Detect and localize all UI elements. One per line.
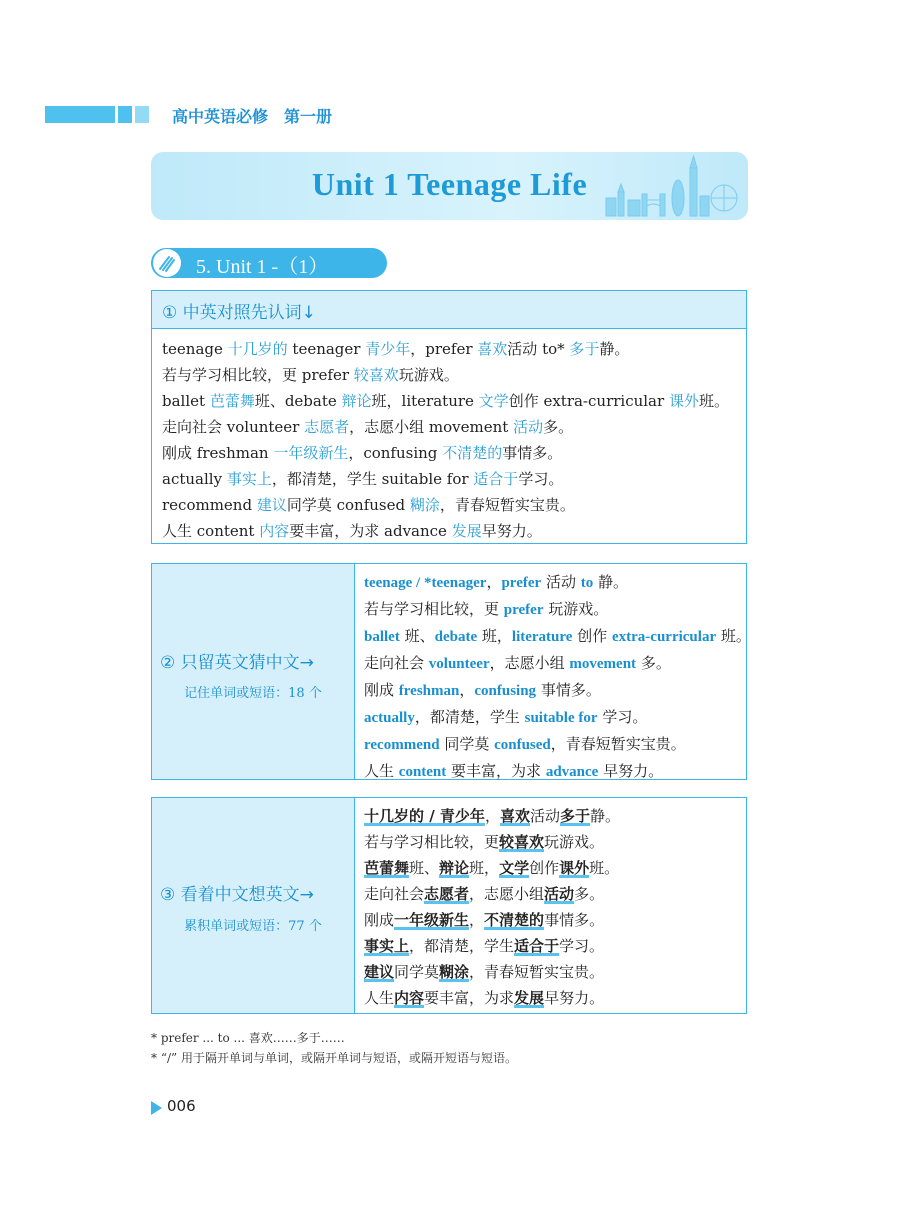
text-line <box>364 650 751 677</box>
vocab-term: 事实上 <box>226 470 272 488</box>
vocab-term: 发展 <box>451 522 482 540</box>
section-tag-label: 5. Unit 1 -（1） <box>196 256 329 278</box>
vocab-term: 活动 <box>544 885 575 903</box>
text-line <box>364 829 620 855</box>
line-text: 玩游戏。 <box>543 600 609 618</box>
line-text: 多。 <box>636 654 671 672</box>
vocab-term: content <box>398 764 447 780</box>
line-text: 创作 extra-curricular <box>508 392 669 410</box>
line-text: ，都清楚，学生 <box>414 708 525 726</box>
line-text: ，志愿小组 <box>489 654 570 672</box>
vocab-term: suitable for <box>524 710 598 726</box>
line-text: 要丰富，为求 advance <box>289 522 452 540</box>
line-text: 刚成 <box>364 681 399 699</box>
line-text: ，都清楚，学生 suitable for <box>271 470 474 488</box>
page-marker-icon <box>151 1101 162 1115</box>
line-text: 早努力。 <box>481 522 542 540</box>
page-number: 006 <box>167 1097 196 1115</box>
vocab-term: 文学 <box>478 392 509 410</box>
bilingual-vocab-box <box>151 290 747 544</box>
vocab-term: 不清楚的 <box>484 911 545 929</box>
vocab-term: 一年级新生 <box>273 444 349 462</box>
line-text: 多。 <box>543 418 574 436</box>
text-line <box>364 985 620 1011</box>
line-text: 玩游戏。 <box>544 833 605 851</box>
english-only-box <box>151 563 751 780</box>
text-line <box>162 440 729 466</box>
line-text: 同学莫 <box>439 735 495 753</box>
vocab-term: actually <box>364 710 415 726</box>
line-text: 静。 <box>593 573 628 591</box>
vocab-term: confusing <box>474 683 537 699</box>
vocab-term: 十几岁的 <box>227 340 288 358</box>
vocab-term: 课外 <box>559 859 590 877</box>
line-text: 学习。 <box>559 937 605 955</box>
line-text: ， <box>469 911 485 929</box>
line-text: ， <box>486 573 502 591</box>
text-line <box>364 907 620 933</box>
vocab-term: 适合于 <box>473 470 519 488</box>
vocab-term: teenage / *teenager <box>364 575 487 591</box>
line-text: recommend <box>162 496 257 514</box>
vocab-term: literature <box>511 629 573 645</box>
footnotes <box>151 1028 517 1068</box>
vocab-term: 喜欢 <box>499 807 530 825</box>
line-text: ，志愿小组 movement <box>349 418 514 436</box>
box1-header <box>152 291 746 329</box>
line-text: ，confusing <box>348 444 443 462</box>
box2-subheading: 记住单词或短语：18 个 <box>184 686 322 701</box>
box3-heading: ③ 看着中文想英文→ <box>160 885 314 905</box>
text-line <box>364 959 620 985</box>
line-text: 事情多。 <box>502 444 563 462</box>
unit-title: Unit 1 Teenage Life <box>311 166 588 202</box>
text-line <box>162 518 729 544</box>
vocab-term: 芭蕾舞 <box>364 859 410 877</box>
line-text: 活动 <box>529 807 560 825</box>
vocab-term: 内容 <box>394 989 425 1007</box>
text-line <box>162 492 729 518</box>
line-text: ballet <box>162 392 210 410</box>
text-line <box>364 803 620 829</box>
vocab-term: advance <box>545 764 599 780</box>
vocab-term: 活动 <box>513 418 544 436</box>
vocab-term: extra-curricular <box>611 629 717 645</box>
line-text: ，青春短暂实宝贵。 <box>469 963 605 981</box>
line-text: ，志愿小组 <box>469 885 545 903</box>
text-line <box>364 623 751 650</box>
vocab-term: 一年级新生 <box>394 911 470 929</box>
text-line <box>364 881 620 907</box>
chinese-only-box <box>151 797 747 1014</box>
line-text: 创作 <box>529 859 560 877</box>
line-text: 同学莫 confused <box>286 496 410 514</box>
box1-heading: ① 中英对照先认词↓ <box>162 303 316 323</box>
footnote: * prefer ... to ... 喜欢……多于…… <box>151 1031 345 1045</box>
line-text: 刚成 freshman <box>162 444 274 462</box>
line-text: 刚成 <box>364 911 395 929</box>
line-text: 早努力。 <box>544 989 605 1007</box>
line-text: 班。 <box>716 627 751 645</box>
vocab-term: recommend <box>364 737 440 753</box>
vocab-term: 发展 <box>514 989 545 1007</box>
vocab-term: 文学 <box>499 859 530 877</box>
vocab-term: 芭蕾舞 <box>209 392 255 410</box>
vocab-term: 志愿者 <box>424 885 470 903</box>
line-text: 班。 <box>589 859 620 877</box>
line-text: 班。 <box>698 392 729 410</box>
text-line <box>364 758 751 785</box>
vocab-term: movement <box>569 656 637 672</box>
line-text: 同学莫 <box>394 963 440 981</box>
line-text: ， <box>484 807 500 825</box>
line-text: 静。 <box>599 340 630 358</box>
line-text: ，青春短暂实宝贵。 <box>550 735 686 753</box>
vocab-term: 课外 <box>668 392 699 410</box>
header-bar-segment <box>118 106 132 123</box>
line-text: 走向社会 <box>364 654 429 672</box>
line-text: 要丰富，为求 <box>446 762 546 780</box>
box2-label-panel <box>152 564 355 779</box>
line-text: 事情多。 <box>544 911 605 929</box>
box2-lines <box>364 569 751 785</box>
vocab-term: debate <box>434 629 478 645</box>
text-line <box>364 704 751 731</box>
text-line <box>162 388 729 414</box>
vocab-term: 辩论 <box>341 392 372 410</box>
line-text: 早努力。 <box>598 762 664 780</box>
line-text: 活动 to* <box>507 340 570 358</box>
line-text: 创作 <box>572 627 612 645</box>
line-text: 若与学习相比较，更 <box>364 833 500 851</box>
text-line <box>364 855 620 881</box>
section-tag <box>151 248 387 278</box>
line-text: 班，literature <box>371 392 479 410</box>
vocab-term: 建议 <box>364 963 395 981</box>
vocab-term: 适合于 <box>514 937 560 955</box>
vocab-term: prefer <box>501 575 542 591</box>
box3-label-panel <box>152 798 355 1013</box>
text-line <box>162 336 729 362</box>
vocab-term: prefer <box>503 602 544 618</box>
line-text: 班、debate <box>254 392 342 410</box>
vocab-term: 事实上 <box>364 937 410 955</box>
box1-lines <box>162 336 729 544</box>
vocab-term: volunteer <box>428 656 490 672</box>
vocab-term: 糊涂 <box>439 963 470 981</box>
vocab-term: 较喜欢 <box>499 833 545 851</box>
line-text: 多。 <box>574 885 605 903</box>
line-text: 人生 content <box>162 522 260 540</box>
line-text: 若与学习相比较，更 prefer <box>162 366 354 384</box>
vocab-term: 多于 <box>559 807 590 825</box>
line-text: 走向社会 <box>364 885 425 903</box>
line-text: 静。 <box>590 807 621 825</box>
text-line <box>364 677 751 704</box>
line-text: 玩游戏。 <box>398 366 459 384</box>
vocab-term: 糊涂 <box>409 496 440 514</box>
box3-subheading: 累积单词或短语：77 个 <box>184 919 322 934</box>
vocab-term: confused <box>494 737 551 753</box>
vocab-term: ballet <box>364 629 400 645</box>
line-text: 学习。 <box>597 708 648 726</box>
unit-banner <box>151 152 748 220</box>
pen-icon <box>153 249 181 277</box>
book-title: 高中英语必修 第一册 <box>172 107 333 126</box>
header-bar-segment <box>135 106 149 123</box>
text-line <box>364 933 620 959</box>
footnote: * “/” 用于隔开单词与单词，或隔开单词与短语，或隔开短语与短语。 <box>151 1051 517 1065</box>
line-text: 事情多。 <box>536 681 601 699</box>
line-text: 走向社会 volunteer <box>162 418 305 436</box>
line-text: 班、 <box>399 627 435 645</box>
text-line <box>364 569 751 596</box>
text-line <box>364 731 751 758</box>
box2-heading: ② 只留英文猜中文→ <box>160 653 314 673</box>
line-text: teenager <box>287 340 366 358</box>
text-line <box>162 362 729 388</box>
vocab-term: 辩论 <box>439 859 470 877</box>
vocab-term: freshman <box>398 683 460 699</box>
text-line <box>364 596 751 623</box>
line-text: 要丰富，为求 <box>424 989 515 1007</box>
vocab-term: to <box>580 575 594 591</box>
box3-lines <box>364 803 620 1011</box>
vocab-term: 志愿者 <box>304 418 350 436</box>
line-text: ，都清楚，学生 <box>409 937 515 955</box>
line-text: 人生 <box>364 989 395 1007</box>
header-bar <box>45 106 115 123</box>
london-skyline-icon <box>602 154 742 218</box>
line-text: ， <box>459 681 475 699</box>
vocab-term: 青少年 <box>365 340 411 358</box>
vocab-term: 多于 <box>569 340 600 358</box>
line-text: 班， <box>469 859 500 877</box>
line-text: ，prefer <box>410 340 478 358</box>
line-text: 人生 <box>364 762 399 780</box>
vocab-term: 内容 <box>259 522 290 540</box>
line-text: 活动 <box>541 573 581 591</box>
vocab-term: 不清楚的 <box>442 444 503 462</box>
vocab-term: 较喜欢 <box>353 366 399 384</box>
line-text: 班， <box>477 627 512 645</box>
vocab-term: 喜欢 <box>477 340 508 358</box>
vocab-term: 十几岁的 / 青少年 <box>364 807 485 825</box>
text-line <box>162 414 729 440</box>
text-line <box>162 466 729 492</box>
line-text: 班、 <box>409 859 440 877</box>
line-text: teenage <box>162 340 228 358</box>
vocab-term: 建议 <box>256 496 287 514</box>
line-text: 若与学习相比较，更 <box>364 600 504 618</box>
line-text: actually <box>162 470 227 488</box>
line-text: ，青春短暂实宝贵。 <box>439 496 575 514</box>
line-text: 学习。 <box>518 470 564 488</box>
